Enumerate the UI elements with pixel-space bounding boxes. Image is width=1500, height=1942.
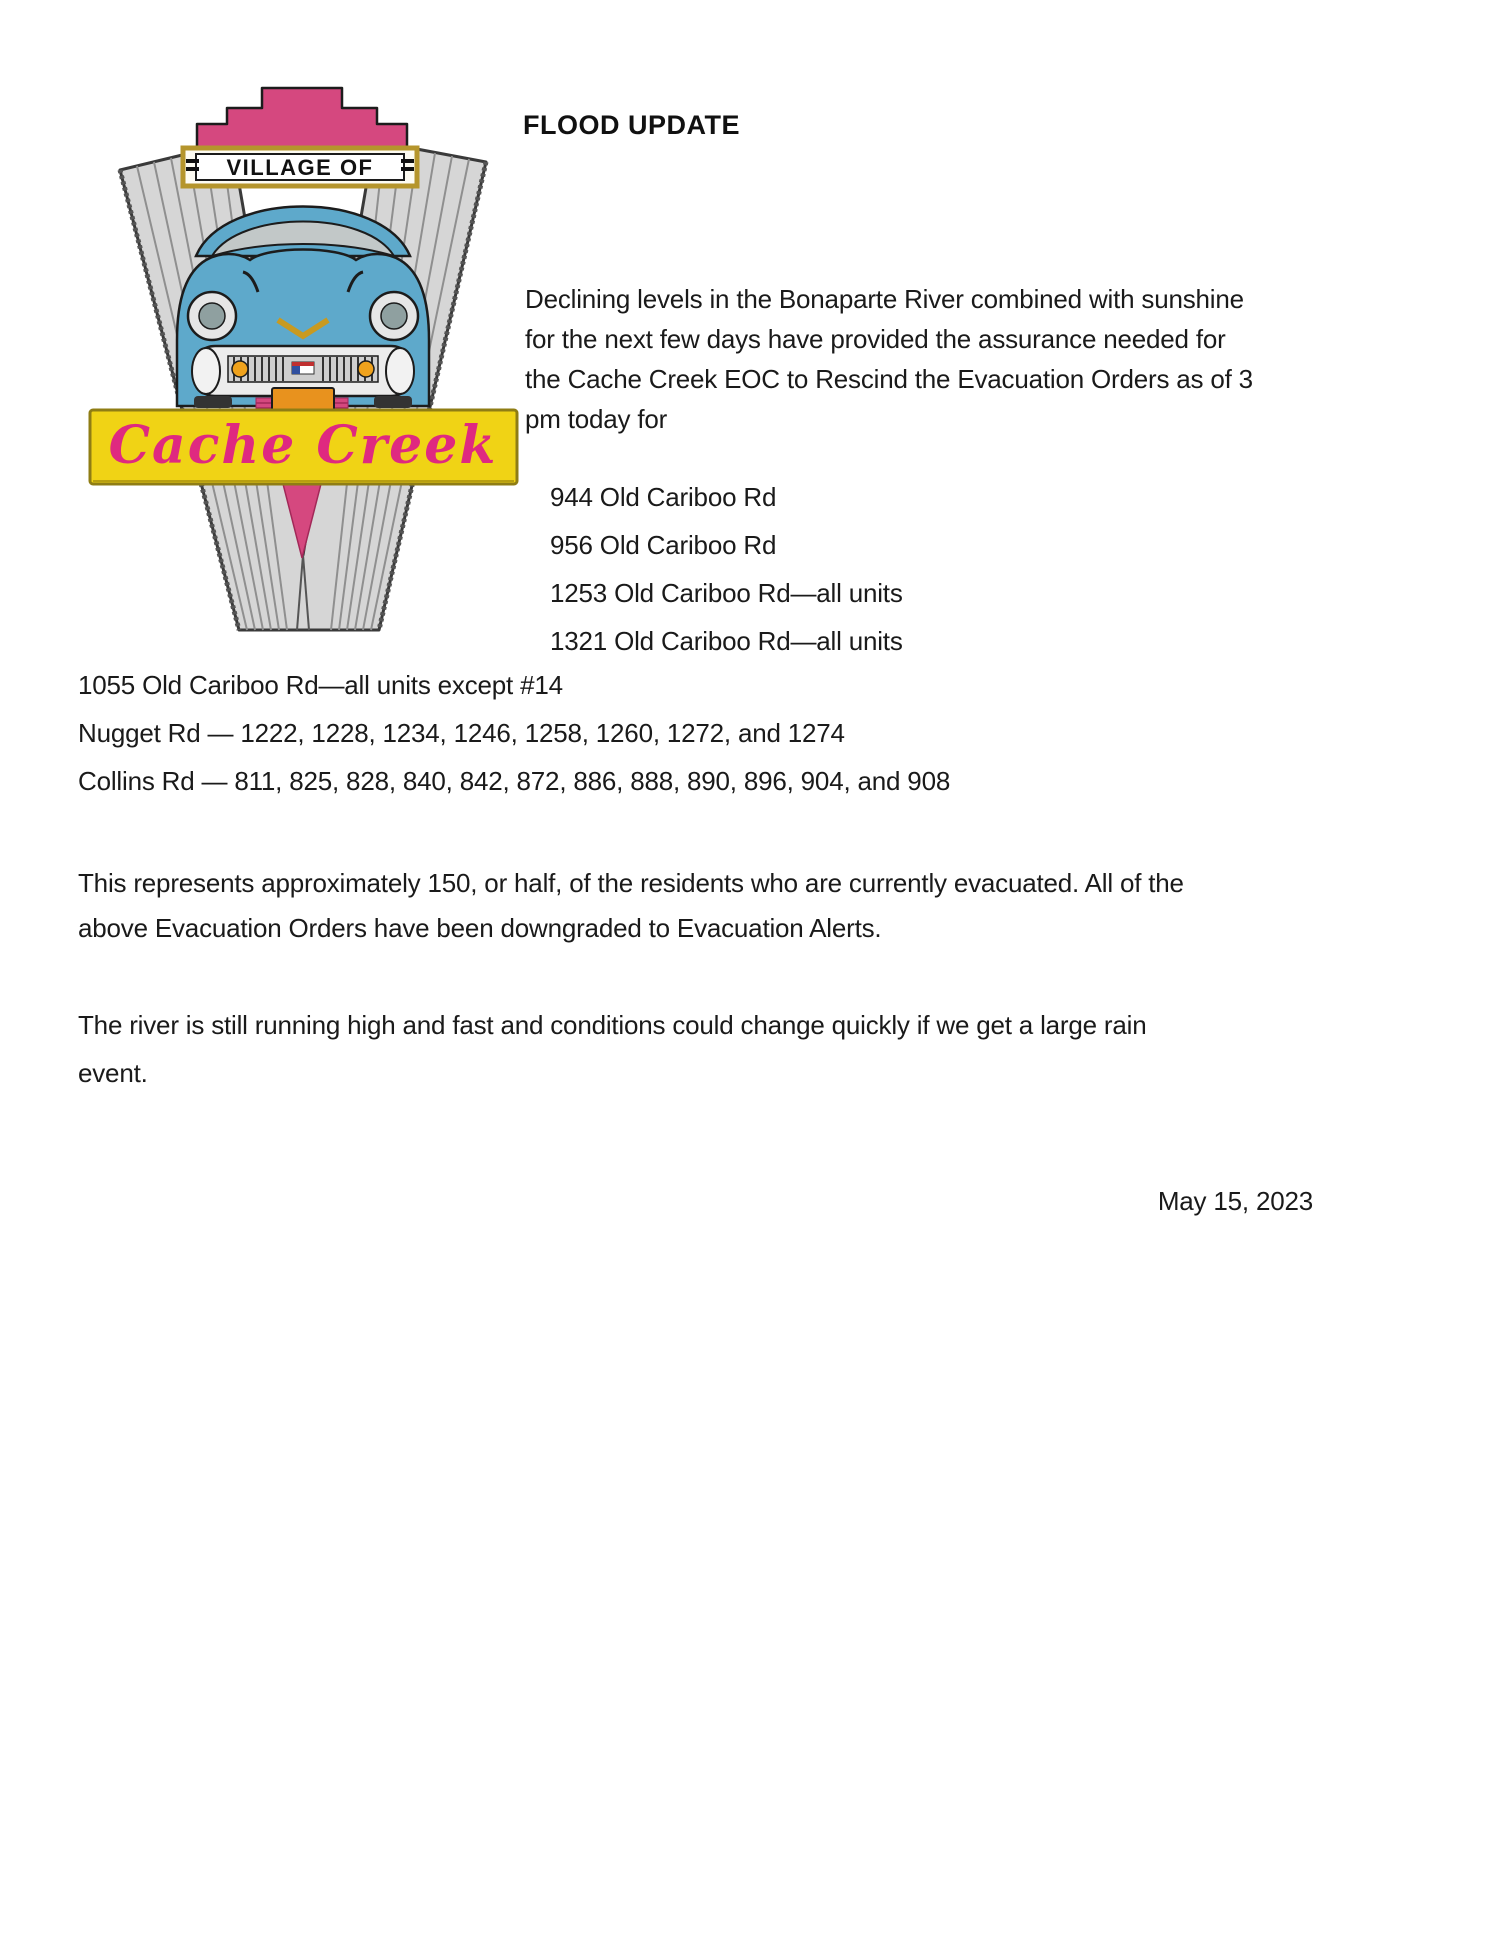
page-title: FLOOD UPDATE xyxy=(523,110,740,140)
rescinded-address-list xyxy=(550,473,1350,665)
intro-line: Declining levels in the Bonaparte River combined with sunshine xyxy=(525,284,1244,314)
document-date: May 15, 2023 xyxy=(1157,1186,1313,1216)
cache-creek-banner xyxy=(90,410,517,484)
address-item: 944 Old Cariboo Rd xyxy=(550,482,777,512)
caution-paragraph xyxy=(78,1001,1428,1097)
address-item: 956 Old Cariboo Rd xyxy=(550,530,777,560)
address-item: Nugget Rd — 1222, 1228, 1234, 1246, 1258, 1260, 1272, and 1274 xyxy=(78,718,845,748)
intro-line: for the next few days have provided the assurance needed for xyxy=(525,324,1226,354)
caution-line: The river is still running high and fast and conditions could change quickly if we get a large rain xyxy=(78,1010,1147,1040)
address-item: Collins Rd — 811, 825, 828, 840, 842, 872, 886, 888, 890, 896, 904, and 908 xyxy=(78,766,951,796)
cache-creek-text: Cache Creek xyxy=(108,415,498,476)
village-of-text: VILLAGE OF xyxy=(226,155,374,180)
license-plate xyxy=(272,388,334,412)
intro-paragraph xyxy=(525,279,1405,439)
address-item: 1321 Old Cariboo Rd—all units xyxy=(550,626,903,656)
intro-line: pm today for xyxy=(525,404,668,434)
summary-line: above Evacuation Orders have been downgraded to Evacuation Alerts. xyxy=(78,913,882,943)
summary-paragraph xyxy=(78,861,1428,951)
additional-address-list xyxy=(78,661,1418,805)
logo-svg xyxy=(85,75,525,640)
caution-line: event. xyxy=(78,1058,148,1088)
address-item: 1253 Old Cariboo Rd—all units xyxy=(550,578,903,608)
village-of-cache-creek-logo xyxy=(85,75,525,640)
summary-line: This represents approximately 150, or half, of the residents who are currently evacuated. All of the xyxy=(78,868,1184,898)
village-of-sign xyxy=(183,148,417,186)
classic-car xyxy=(177,207,429,413)
address-item: 1055 Old Cariboo Rd—all units except #14 xyxy=(78,670,563,700)
crown-shape xyxy=(197,88,407,148)
intro-line: the Cache Creek EOC to Rescind the Evacuation Orders as of 3 xyxy=(525,364,1253,394)
